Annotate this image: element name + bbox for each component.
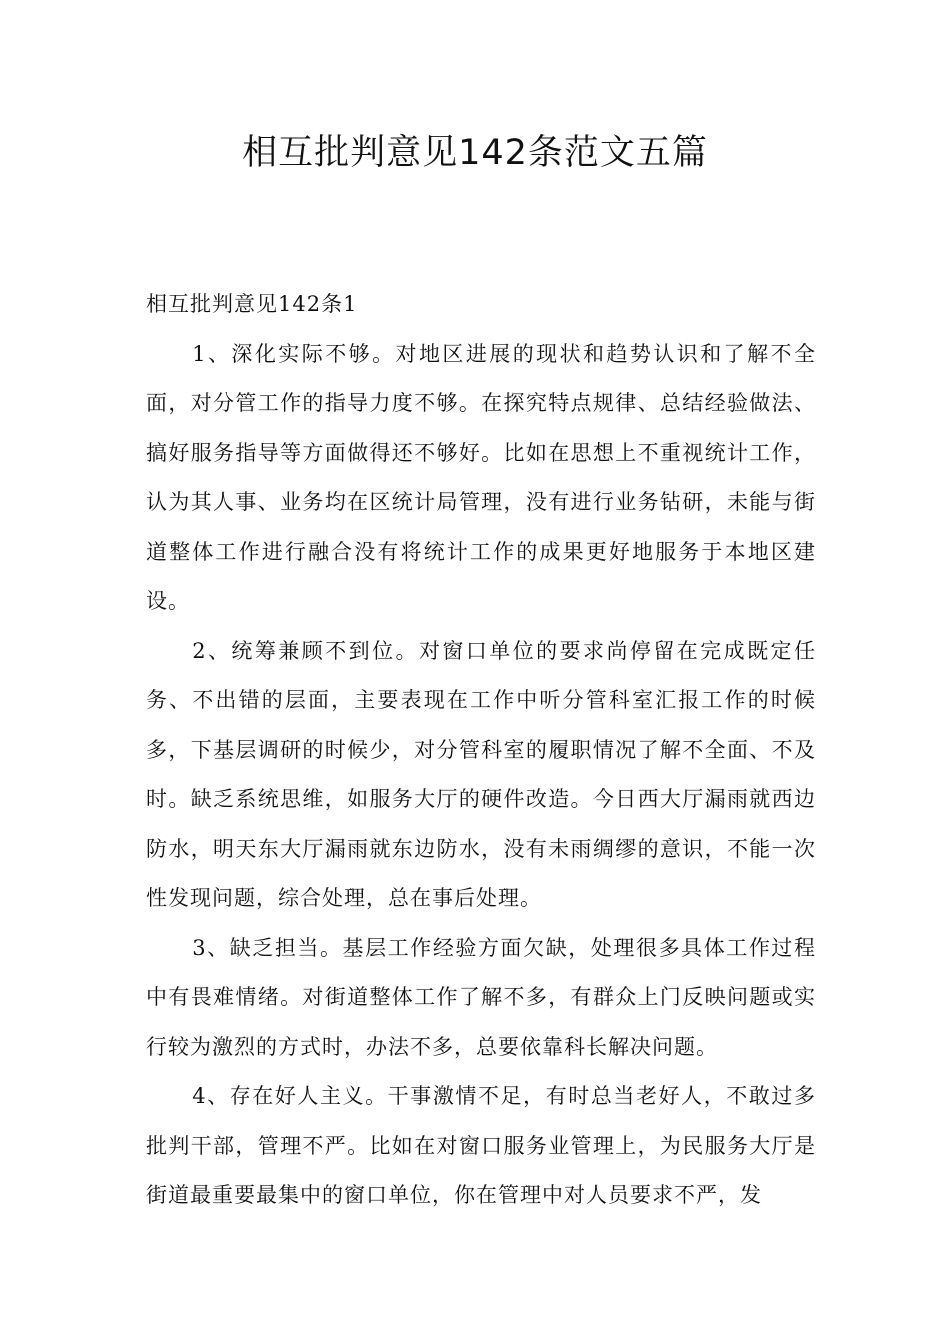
document-body (146, 280, 816, 1221)
document-title: 相互批判意见142条范文五篇 (242, 133, 708, 173)
paragraph-1: 1、深化实际不够。对地区进展的现状和趋势认识和了解不全面，对分管工作的指导力度不够。在探究特点规律、总结经验做法、搞好服务指导等方面做得还不够好。比如在思想上不重视统计工作，认为其人事、业务均在区统计局管理，没有进行业务钻研，未能与街道整体工作进行融合没有将统计工作的成果更好地服务于本地区建设。 (146, 341, 816, 613)
paragraph-4: 4、存在好人主义。干事激情不足，有时总当老好人，不敢过多批判干部，管理不严。比如在对窗口服务业管理上，为民服务大厅是街道最重要最集中的窗口单位，你在管理中对人员要求不严，发 (146, 1084, 816, 1207)
paragraph-2: 2、统筹兼顾不到位。对窗口单位的要求尚停留在完成既定任务、不出错的层面，主要表现在工作中听分管科室汇报工作的时候多，下基层调研的时候少，对分管科室的履职情况了解不全面、不及时。缺乏系统思维，如服务大厅的硬件改造。今日西大厅漏雨就西边防水，明天东大厅漏雨就东边防水，没有未雨绸缪的意识，不能一次性发现问题，综合处理，总在事后处理。 (146, 638, 816, 910)
paragraph-3: 3、缺乏担当。基层工作经验方面欠缺，处理很多具体工作过程中有畏难情绪。对街道整体工作了解不多，有群众上门反映问题或实行较为激烈的方式时，办法不多，总要依靠科长解决问题。 (146, 935, 816, 1059)
section-heading: 相互批判意见142条1 (146, 292, 358, 316)
